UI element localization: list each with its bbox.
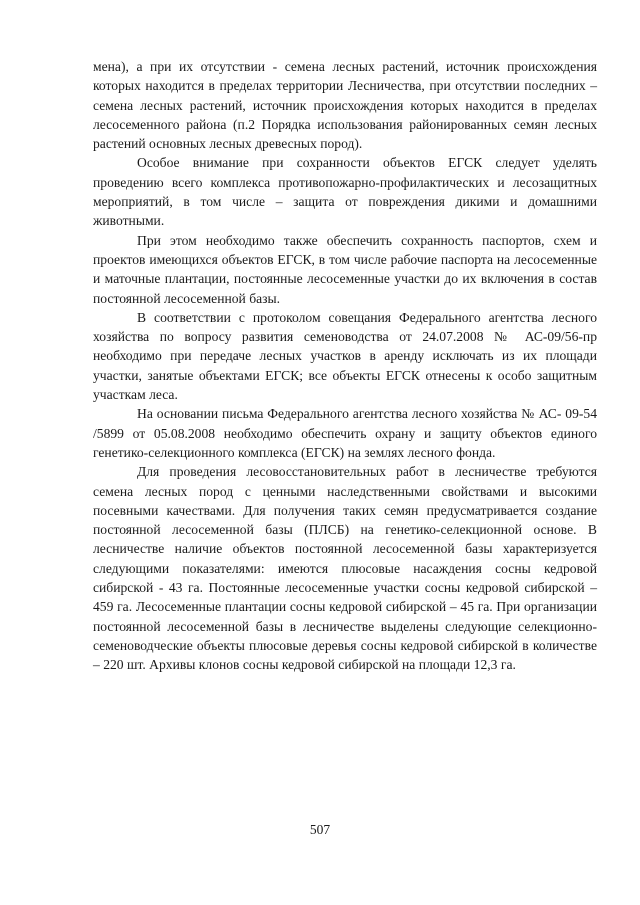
paragraph-6: Для проведения лесовосстановительных работ в лесничестве требуются семена лесных пород с ценными наследственными свойствами и высокими посевными качествами. Для получения таких семян предусматривается создание постоянной лесосеменной базы (ПЛСБ) на генетико-селекционной основе. В лесничестве наличие объектов постоянной лесосеменной базы характеризуется следующими показателями: имеются плюсовые насаждения сосны кедровой сибирской - 43 га. Постоянные лесосеменные участки сосны кедровой сибирской – 459 га. Лесосеменные плантации сосны кедровой сибирской – 45 га. При организации постоянной лесосеменной базы в лесничестве выделены следующие селекционно-семеноводческие объекты плюсовые деревья сосны кедровой сибирской в количестве – 220 шт. Архивы клонов сосны кедровой сибирской на площади 12,3 га. [93, 464, 597, 673]
paragraph-1: мена), а при их отсутствии - семена лесных растений, источник происхождения которых находится в пределах территории Лесничества, при отсутствии последних – семена лесных растений, источник происхождения которых находится в пределах лесосеменного района (п.2 Порядка использования районированных семян лесных растений основных лесных древесных пород). [93, 59, 597, 152]
paragraph-5: На основании письма Федерального агентства лесного хозяйства № АС- 09-54 /5899 от 05.08.2008 необходимо обеспечить охрану и защиту объектов единого генетико-селекционного комплекса (ЕГСК) на землях лесного фонда. [93, 406, 597, 460]
document-page [93, 57, 597, 675]
page-number: 507 [309, 822, 331, 837]
paragraph-3: При этом необходимо также обеспечить сохранность паспортов, схем и проектов имеющихся объектов ЕГСК, в том числе рабочие паспорта на лесосеменные и маточные плантации, постоянные лесосеменные участки до их включения в состав постоянной лесосеменной базы. [93, 232, 597, 306]
paragraph-2: Особое внимание при сохранности объектов ЕГСК следует уделять проведению всего комплекса противопожарно-профилактических и лесозащитных мероприятий, в том числе – защита от повреждения дикими и домашними животными. [93, 155, 597, 229]
paragraph-4: В соответствии с протоколом совещания Федерального агентства лесного хозяйства по вопросу развития семеноводства от 24.07.2008 № АС-09/56-пр необходимо при передаче лесных участков в аренду исключать из их площади участки, занятые объектами ЕГСК; все объекты ЕГСК отнесены к особо защитным участкам леса. [93, 309, 597, 403]
